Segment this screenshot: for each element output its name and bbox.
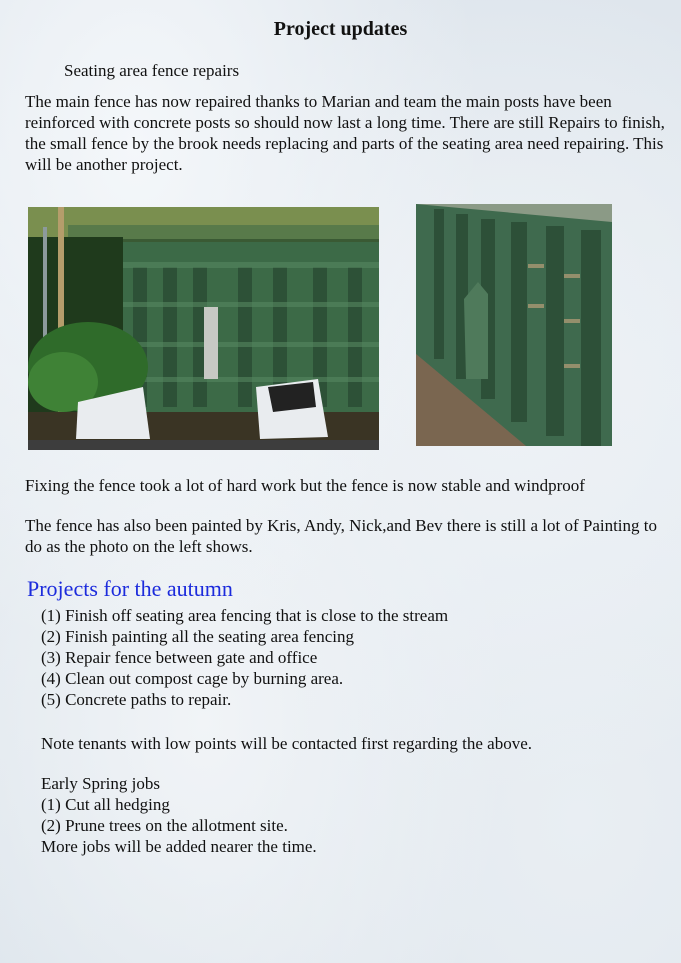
note-text: Note tenants with low points will be contacted first regarding the above. — [41, 734, 532, 753]
spring-heading: Early Spring jobs — [41, 774, 160, 793]
photo-caption: Fixing the fence took a lot of hard work but the fence is now stable and windproof — [25, 476, 585, 495]
intro-paragraph: The main fence has now repaired thanks to Marian and team the main posts have been reinforced with concrete posts so should now last a long time. There are still Repairs to finish, the small fence by the brook needs replacing and parts of the seating area need repairing. This will be another project. — [25, 92, 665, 174]
list-item: (4) Clean out compost cage by burning area. — [41, 669, 344, 688]
list-item: (1) Finish off seating area fencing that is close to the stream — [41, 606, 449, 625]
fence-photo-left — [28, 207, 379, 450]
spring-jobs-list — [41, 773, 317, 857]
list-item: (3) Repair fence between gate and office — [41, 648, 318, 667]
painting-paragraph: The fence has also been painted by Kris, Andy, Nick,and Bev there is still a lot of Painting to do as the photo on the left shows. — [25, 516, 658, 556]
list-item: (5) Concrete paths to repair. — [41, 690, 232, 709]
list-item: (2) Finish painting all the seating area fencing — [41, 627, 354, 646]
autumn-heading: Projects for the autumn — [27, 576, 233, 601]
list-item: More jobs will be added nearer the time. — [41, 837, 317, 856]
autumn-project-list — [41, 605, 448, 710]
list-item: (1) Cut all hedging — [41, 795, 170, 814]
fence-photo-right — [416, 204, 612, 446]
tenants-note — [41, 733, 532, 754]
page-title: Project updates — [273, 18, 408, 40]
section-subtitle: Seating area fence repairs — [64, 61, 240, 80]
list-item: (2) Prune trees on the allotment site. — [41, 816, 288, 835]
